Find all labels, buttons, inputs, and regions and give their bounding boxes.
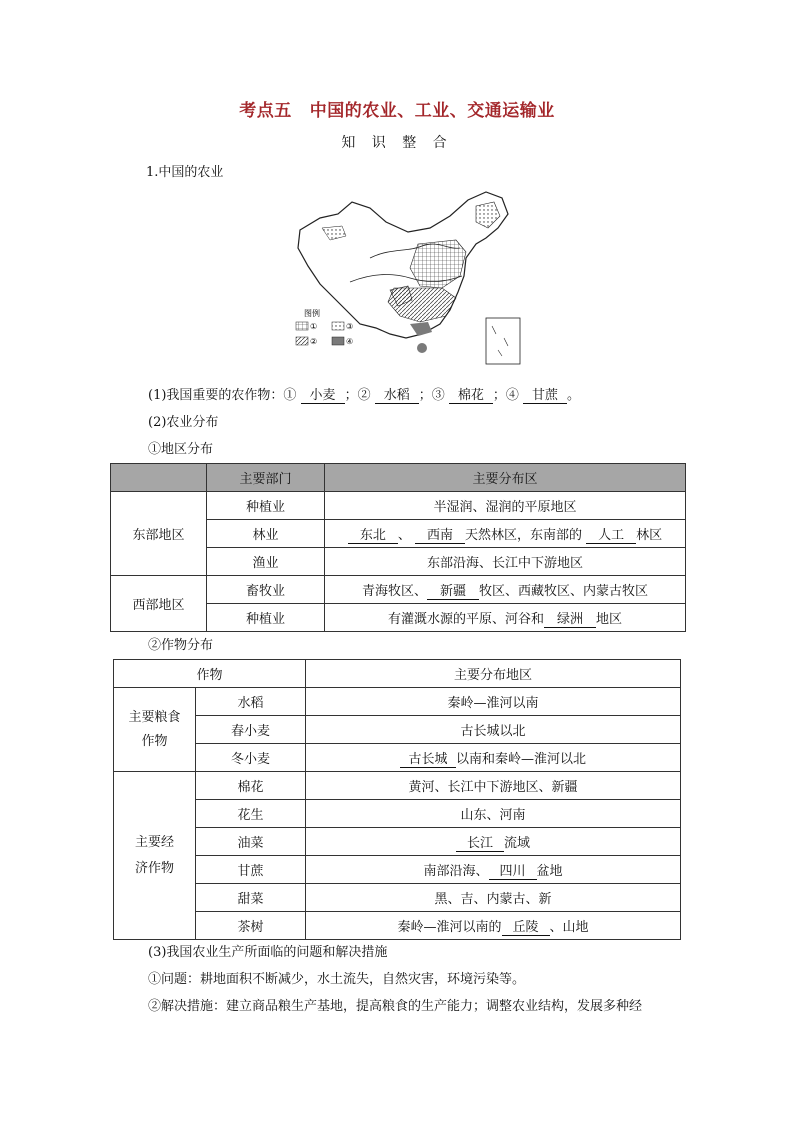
blank-answer: 绿洲 bbox=[544, 612, 596, 628]
table-row bbox=[114, 856, 681, 884]
area-text: 天然林区，东南部的 bbox=[464, 527, 582, 543]
group-label-line: 主要粮食 bbox=[128, 709, 181, 725]
q1-sep3: ；③ bbox=[418, 388, 445, 403]
q1-sep2: ；② bbox=[344, 388, 371, 403]
header-area: 主要分布区 bbox=[325, 464, 686, 492]
blank-answer: 丘陵 bbox=[502, 920, 550, 936]
table-row bbox=[114, 772, 681, 800]
region-east: 东部地区 bbox=[111, 492, 207, 576]
area-cell: 半湿润、湿润的平原地区 bbox=[325, 492, 686, 520]
group-label-line: 济作物 bbox=[134, 860, 174, 876]
table-row bbox=[114, 828, 681, 856]
area-cell: 秦岭—淮河以南 bbox=[306, 688, 681, 716]
question-2-heading: (2)农业分布 bbox=[148, 415, 219, 430]
area-cell: 古长城以北 bbox=[306, 716, 681, 744]
table-row bbox=[114, 716, 681, 744]
table-row bbox=[114, 744, 681, 772]
table-row bbox=[114, 912, 681, 940]
table-row bbox=[114, 688, 681, 716]
question-2a-heading: ①地区分布 bbox=[148, 442, 214, 457]
table-header-row bbox=[111, 464, 686, 492]
area-text: 青海牧区、 bbox=[361, 583, 427, 599]
header-area: 主要分布地区 bbox=[306, 660, 681, 688]
map-legend-title: 图例 bbox=[304, 309, 320, 318]
sector-cell: 种植业 bbox=[207, 492, 325, 520]
section-subtitle: 知 识 整 合 bbox=[341, 135, 453, 151]
area-cell: 山东、河南 bbox=[306, 800, 681, 828]
area-text: 、 bbox=[397, 527, 411, 543]
legend-swatch-2 bbox=[296, 337, 308, 345]
area-text: 有灌溉水源的平原、河谷和 bbox=[387, 611, 544, 627]
map-inset-south-china-sea bbox=[486, 318, 520, 364]
region-west: 西部地区 bbox=[111, 576, 207, 632]
area-cell bbox=[325, 604, 686, 632]
legend-label-1: ① bbox=[310, 322, 318, 331]
table-row bbox=[111, 492, 686, 520]
area-text: 、山地 bbox=[549, 919, 589, 935]
china-map-figure bbox=[290, 188, 530, 368]
area-text: 以南和秦岭—淮河以北 bbox=[455, 751, 586, 767]
q1-sep4: ；④ bbox=[492, 388, 519, 403]
blank-answer: 新疆 bbox=[427, 584, 479, 600]
china-agriculture-map bbox=[290, 188, 530, 368]
area-cell bbox=[306, 744, 681, 772]
area-text: 南部沿海、 bbox=[423, 863, 489, 879]
area-cell bbox=[325, 520, 686, 548]
crop-cell: 冬小麦 bbox=[196, 744, 306, 772]
blank-answer: 东北 bbox=[348, 528, 398, 544]
area-text: 盆地 bbox=[536, 863, 563, 879]
answer-sugarcane: 甘蔗 bbox=[523, 388, 567, 404]
group-grain-crops bbox=[114, 688, 196, 772]
table-header-row bbox=[114, 660, 681, 688]
group-label-line: 主要经 bbox=[134, 834, 174, 850]
title-topic-name: 中国的农业、工业、交通运输业 bbox=[309, 101, 555, 121]
area-cell: 黑、吉、内蒙古、新 bbox=[306, 884, 681, 912]
area-text: 林区 bbox=[636, 527, 663, 543]
question-3-solutions: ②解决措施：建立商品粮生产基地，提高粮食的生产能力；调整农业结构，发展多种经 bbox=[148, 999, 643, 1014]
question-1-crops bbox=[148, 384, 580, 404]
answer-cotton: 棉花 bbox=[449, 388, 493, 404]
blank-answer: 西南 bbox=[415, 528, 465, 544]
table-row bbox=[111, 576, 686, 604]
table-row bbox=[114, 800, 681, 828]
group-economic-crops bbox=[114, 772, 196, 940]
q1-prefix: (1)我国重要的农作物：① bbox=[148, 388, 297, 403]
legend-swatch-4 bbox=[332, 337, 344, 345]
area-cell bbox=[325, 576, 686, 604]
answer-wheat: 小麦 bbox=[301, 388, 345, 404]
legend-label-2: ② bbox=[310, 337, 318, 346]
answer-rice: 水稻 bbox=[375, 388, 419, 404]
legend-swatch-3 bbox=[332, 322, 344, 330]
q1-end: 。 bbox=[567, 388, 581, 403]
crop-cell: 春小麦 bbox=[196, 716, 306, 744]
map-region-hainan bbox=[417, 343, 427, 353]
blank-answer: 人工 bbox=[586, 528, 636, 544]
section-heading-agriculture: 1.中国的农业 bbox=[146, 165, 224, 180]
question-3-problems: ①问题：耕地面积不断减少，水土流失，自然灾害，环境污染等。 bbox=[148, 972, 526, 987]
crop-cell: 甜菜 bbox=[196, 884, 306, 912]
area-cell: 东部沿海、长江中下游地区 bbox=[325, 548, 686, 576]
area-text: 地区 bbox=[596, 611, 623, 627]
area-cell bbox=[306, 856, 681, 884]
blank-answer: 长江 bbox=[456, 836, 504, 852]
sector-cell: 渔业 bbox=[207, 548, 325, 576]
crop-cell: 油菜 bbox=[196, 828, 306, 856]
crop-cell: 甘蔗 bbox=[196, 856, 306, 884]
crop-cell: 茶树 bbox=[196, 912, 306, 940]
table-row bbox=[114, 884, 681, 912]
header-crop: 作物 bbox=[114, 660, 306, 688]
area-cell bbox=[306, 828, 681, 856]
question-2b-heading: ②作物分布 bbox=[148, 638, 214, 653]
legend-label-4: ④ bbox=[346, 337, 354, 346]
header-empty bbox=[111, 464, 207, 492]
question-3-heading: (3)我国农业生产所面临的问题和解决措施 bbox=[148, 945, 388, 960]
crop-cell: 水稻 bbox=[196, 688, 306, 716]
title-topic-number: 考点五 bbox=[239, 101, 292, 121]
header-sector: 主要部门 bbox=[207, 464, 325, 492]
legend-swatch-1 bbox=[296, 322, 308, 330]
crop-distribution-table bbox=[113, 659, 681, 940]
page-title bbox=[0, 96, 794, 121]
area-cell bbox=[306, 912, 681, 940]
sector-cell: 畜牧业 bbox=[207, 576, 325, 604]
sector-cell: 种植业 bbox=[207, 604, 325, 632]
group-label-line: 作物 bbox=[141, 733, 168, 749]
crop-cell: 棉花 bbox=[196, 772, 306, 800]
area-text: 牧区、西藏牧区、内蒙古牧区 bbox=[479, 583, 649, 599]
legend-label-3: ③ bbox=[346, 322, 354, 331]
area-cell: 黄河、长江中下游地区、新疆 bbox=[306, 772, 681, 800]
blank-answer: 四川 bbox=[489, 864, 537, 880]
crop-cell: 花生 bbox=[196, 800, 306, 828]
area-text: 流域 bbox=[503, 835, 530, 851]
region-distribution-table bbox=[110, 463, 686, 632]
sector-cell: 林业 bbox=[207, 520, 325, 548]
area-text: 秦岭—淮河以南的 bbox=[397, 919, 502, 935]
blank-answer: 古长城 bbox=[400, 752, 456, 768]
